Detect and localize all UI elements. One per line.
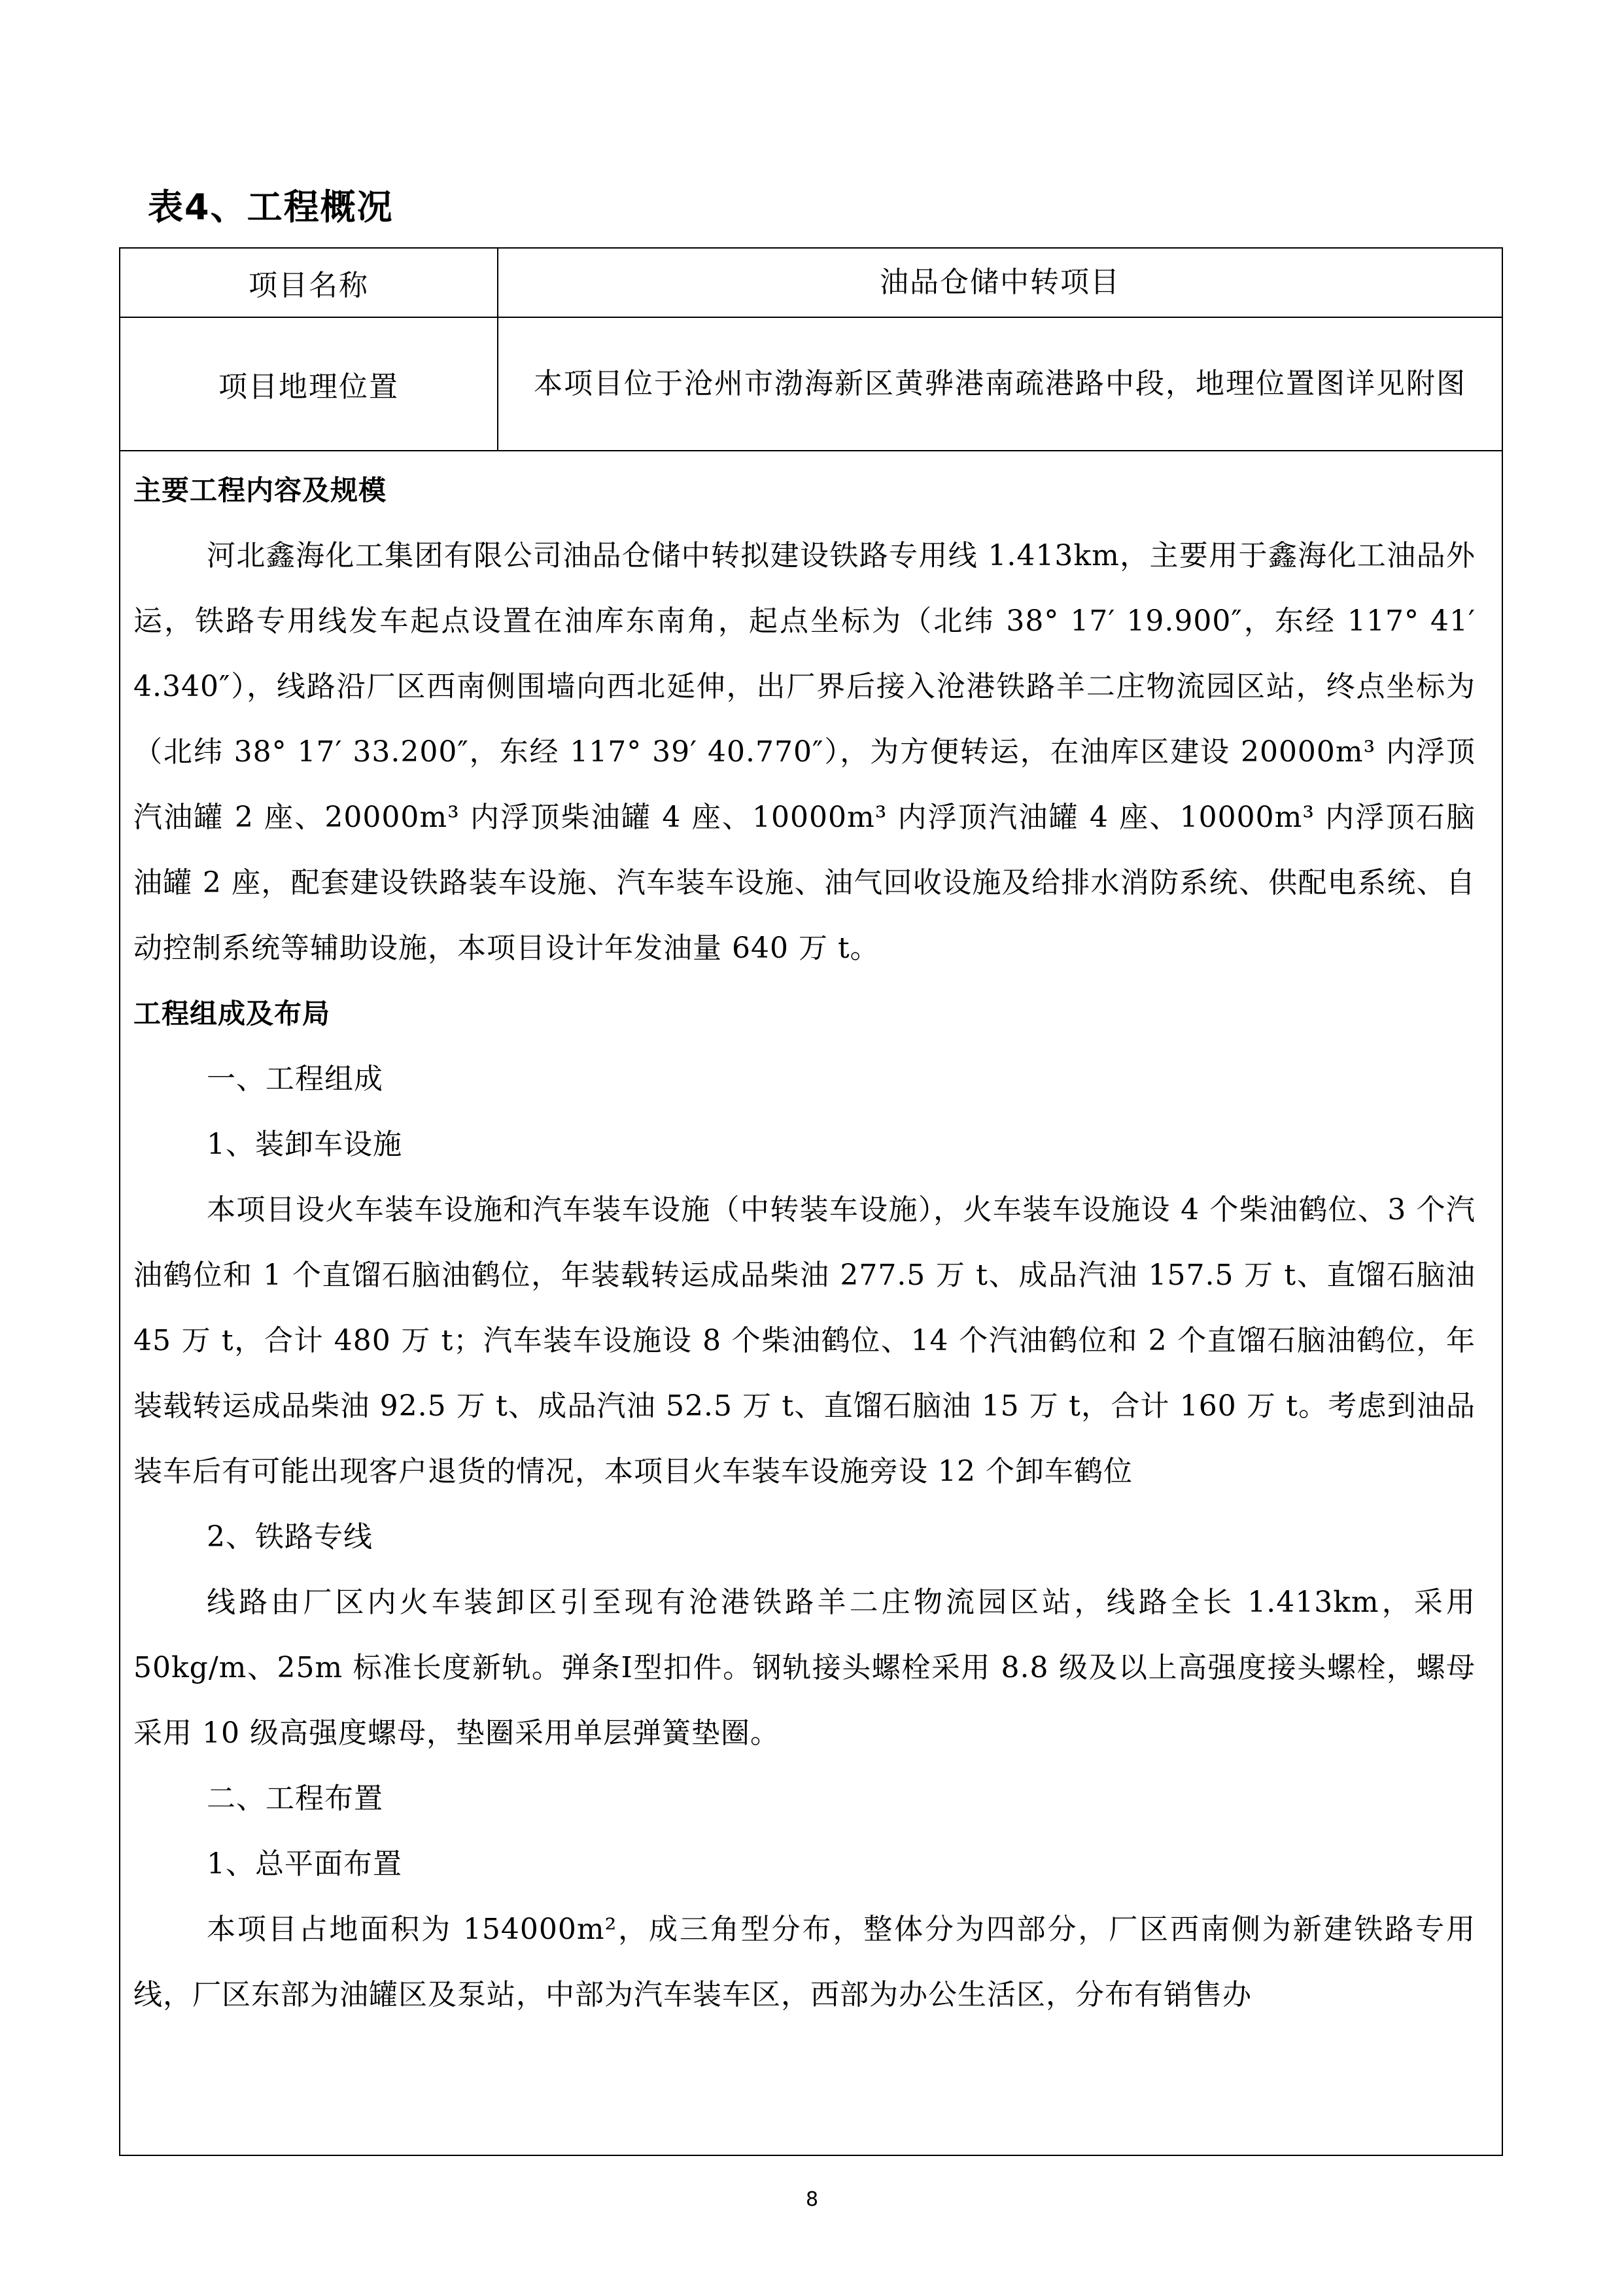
project-name-label: 项目名称 [120,249,498,317]
section-title-composition: 工程组成及布局 [133,998,331,1030]
scale-paragraph: 河北鑫海化工集团有限公司油品仓储中转拟建设铁路专用线 1.413km，主要用于鑫海化工油品外运，铁路专用线发车起点设置在油库东南角，起点坐标为（北纬 38° 17′ 19.900″，东经 117° 41′ 4.340″），线路沿厂区西南侧围墙向西北延伸，出厂界后接入沧港铁路羊二庄物流园区站，终点坐标为（北纬 38° 17′ 33.200″，东经 117° 39′ 40.770″），为方便转运，在油库区建设 20000m³ 内浮顶汽油罐 2 座、20000m³ 内浮顶柴油罐 4 座、10000m³ 内浮顶汽油罐 4 座、10000m³ 内浮顶石脑油罐 2 座，配套建设铁路装车设施、汽车装车设施、油气回收设施及给排水消防系统、供配电系统、自动控制系统等辅助设施，本项目设计年发油量 640 万 t。 [133,539,1476,965]
item-title-loading: 1、装卸车设施 [207,1128,402,1161]
project-location-value: 本项目位于沧州市渤海新区黄骅港南疏港路中段，地理位置图详见附图 [534,367,1466,400]
part-title-composition: 一、工程组成 [207,1062,383,1096]
site-plan-paragraph: 本项目占地面积为 154000m²，成三角型分布，整体分为四部分，厂区西南侧为新建铁路专用线，厂区东部为油罐区及泵站，中部为汽车装车区，西部为办公生活区，分布有销售办 [133,1913,1476,2011]
project-location-label: 项目地理位置 [120,318,498,450]
item-title-railway: 2、铁路专线 [207,1520,373,1554]
part-title-layout: 二、工程布置 [207,1782,383,1815]
project-content [133,458,1476,2028]
project-name-row [120,249,1502,318]
loading-paragraph: 本项目设火车装车设施和汽车装车设施（中转装车设施），火车装车设施设 4 个柴油鹤位、3 个汽油鹤位和 1 个直馏石脑油鹤位，年装载转运成品柴油 277.5 万 t、成品汽油 157.5 万 t、直馏石脑油 45 万 t，合计 480 万 t；汽车装车设施设 8 个柴油鹤位、14 个汽油鹤位和 2 个直馏石脑油鹤位，年装载转运成品柴油 92.5 万 t、成品汽油 52.5 万 t、直馏石脑油 15 万 t，合计 160 万 t。考虑到油品装车后有可能出现客户退货的情况，本项目火车装车设施旁设 12 个卸车鹤位 [133,1193,1476,1488]
railway-paragraph: 线路由厂区内火车装卸区引至现有沧港铁路羊二庄物流园区站，线路全长 1.413km，采用 50kg/m、25m 标准长度新轨。弹条Ⅰ型扣件。钢轨接头螺栓采用 8.8 级及以上高强度接头螺栓，螺母采用 10 级高强度螺母，垫圈采用单层弹簧垫圈。 [133,1586,1476,1750]
page-number: 8 [805,2188,819,2211]
project-name-value: 油品仓储中转项目 [880,266,1120,299]
project-location-row [120,318,1502,451]
section-title-scale: 主要工程内容及规模 [133,474,387,506]
project-overview-table [119,247,1503,2156]
page-heading: 表4、工程概况 [148,186,394,228]
item-title-site-plan: 1、总平面布置 [207,1847,402,1881]
